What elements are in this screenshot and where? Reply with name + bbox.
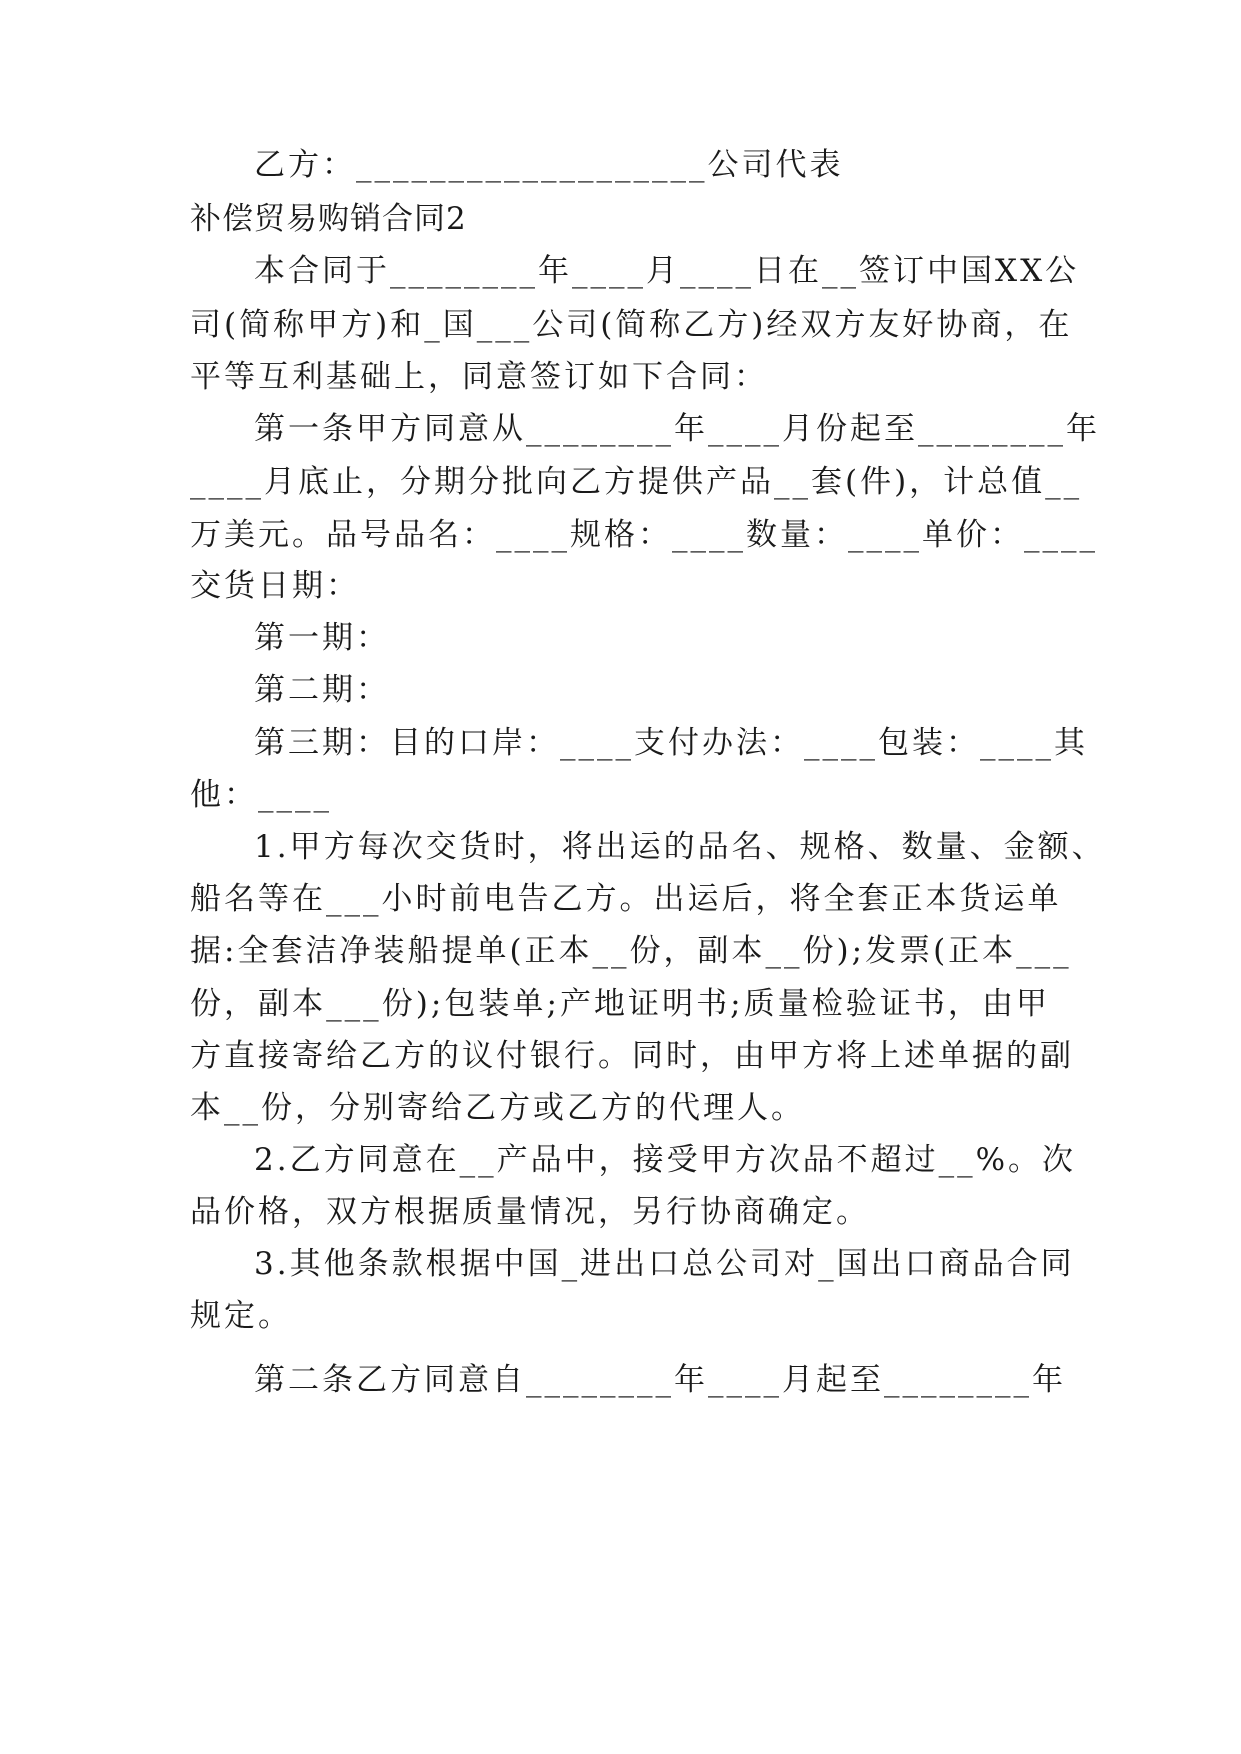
article-1-line-2: ____月底止，分期分批向乙方提供产品__套(件)，计总值__ (190, 464, 1083, 500)
clause-2-line-2: 品价格，双方根据质量情况，另行协商确定。 (190, 1194, 870, 1230)
preamble-line-2: 司(简称甲方)和_国___公司(简称乙方)经双方友好协商，在 (190, 307, 1073, 343)
clause-2-line-1: 2.乙方同意在__产品中，接受甲方次品不超过__%。次 (254, 1142, 1077, 1178)
phase-3-line-2: 他：____ (190, 777, 332, 813)
phase-3-line-1: 第三期：目的口岸：____支付办法：____包装：____其 (254, 725, 1088, 761)
clause-1-line-2: 船名等在___小时前电告乙方。出运后，将全套正本货运单 (190, 881, 1062, 917)
preamble-line-1: 本合同于________年____月____日在__签订中国XX公 (254, 253, 1080, 289)
party-b-signature-line: 乙方：___________________公司代表 (254, 147, 844, 183)
clause-1-line-4: 份，副本___份);包装单;产地证明书;质量检验证书，由甲 (190, 986, 1050, 1022)
clause-1-line-1: 1.甲方每次交货时，将出运的品名、规格、数量、金额、 (254, 829, 1106, 865)
article-1-line-1: 第一条甲方同意从________年____月份起至________年 (254, 411, 1100, 447)
clause-1-line-3: 据:全套洁净装船提单(正本__份，副本__份);发票(正本___ (190, 933, 1072, 969)
clause-1-line-5: 方直接寄给乙方的议付银行。同时，由甲方将上述单据的副 (190, 1038, 1074, 1074)
phase-2-line: 第二期： (254, 672, 390, 708)
delivery-date-label: 交货日期： (190, 568, 360, 604)
article-1-line-3: 万美元。品号品名：____规格：____数量：____单价：____ (190, 517, 1098, 553)
preamble-line-3: 平等互利基础上，同意签订如下合同： (190, 359, 768, 395)
phase-1-line: 第一期： (254, 620, 390, 656)
contract-title: 补偿贸易购销合同2 (190, 201, 467, 237)
clause-3-line-2: 规定。 (190, 1298, 292, 1334)
clause-1-line-6: 本__份，分别寄给乙方或乙方的代理人。 (190, 1090, 805, 1126)
article-2-line-1: 第二条乙方同意自________年____月起至________年 (254, 1362, 1066, 1398)
clause-3-line-1: 3.其他条款根据中国_进出口总公司对_国出口商品合同 (254, 1246, 1075, 1282)
